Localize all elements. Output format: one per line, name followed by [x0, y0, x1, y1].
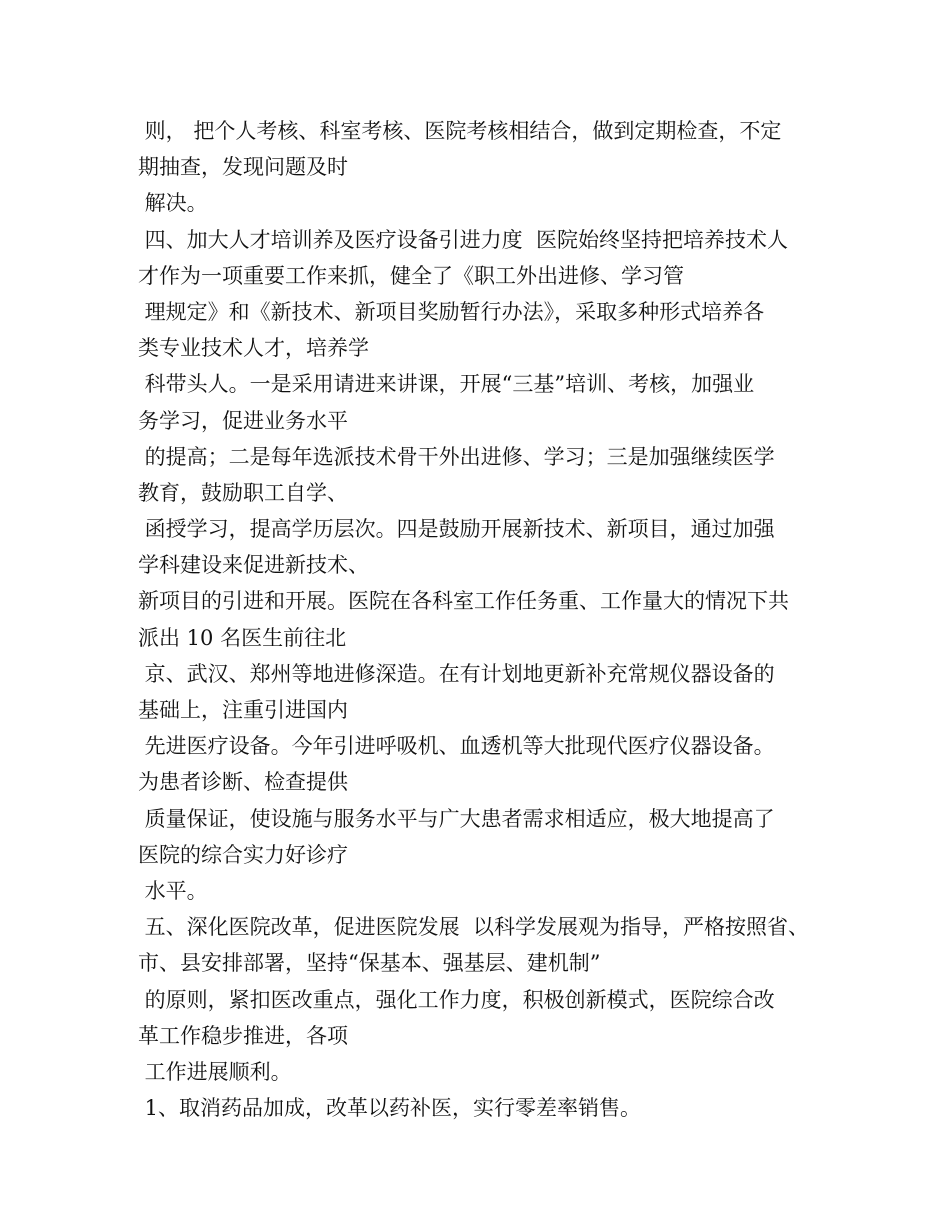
text-line: 学科建设来促进新技术、: [138, 553, 369, 578]
text-line: 质量保证，使设施与服务水平与广大患者需求相适应，极大地提高了: [138, 806, 775, 831]
text-line: 的原则，紧扣医改重点，强化工作力度，积极创新模式，医院综合改: [138, 987, 775, 1012]
text-line: 科带头人。一是采用请进来讲课，开展“三基”培训、考核，加强业: [138, 372, 755, 397]
text-line: 先进医疗设备。今年引进呼吸机、血透机等大批现代医疗仪器设备。: [138, 734, 775, 759]
text-line: 水平。: [138, 878, 208, 903]
text-line: 基础上，注重引进国内: [138, 698, 348, 722]
text-line: 革工作稳步推进，各项: [138, 1023, 348, 1048]
text-line: 理规定》和《新技术、新项目奖励暂行办法》，采取多种形式培养各: [138, 299, 765, 324]
text-line: 工作进展顺利。: [138, 1059, 292, 1084]
text-line: 医院的综合实力好诊疗: [138, 842, 348, 867]
document-body: [138, 113, 838, 1126]
text-line: 新项目的引进和开展。医院在各科室工作任务重、工作量大的情况下共: [138, 589, 789, 614]
text-line: 市、县安排部署，坚持“保基本、强基层、建机制”: [138, 951, 601, 976]
text-line: 的提高；二是每年选派技术骨干外出进修、学习；三是加强继续医学: [138, 444, 775, 469]
text-line: 才作为一项重要工作来抓，健全了《职工外出进修、学习管: [138, 263, 684, 288]
text-line: 京、武汉、郑州等地进修深造。在有计划地更新补充常规仪器设备的: [138, 661, 775, 686]
list-item-line: 1、取消药品加成，改革以药补医，实行零差率销售。: [138, 1096, 642, 1121]
section-heading-line: 五、深化医院改革，促进医院发展 以科学发展观为指导，严格按照省、: [138, 915, 810, 940]
text-line: 函授学习，提高学历层次。四是鼓励开展新技术、新项目，通过加强: [138, 517, 775, 542]
text-line: 解决。: [138, 191, 208, 216]
text-line: 派出 10 名医生前往北: [138, 625, 347, 650]
text-line: 则， 把个人考核、科室考核、医院考核相结合，做到定期检查，不定: [138, 119, 782, 143]
section-heading-line: 四、加大人才培训养及医疗设备引进力度 医院始终坚持把培养技术人: [138, 227, 789, 252]
text-line: 期抽查，发现问题及时: [138, 155, 348, 180]
text-line: 为患者诊断、检查提供: [138, 770, 348, 795]
text-line: 务学习，促进业务水平: [138, 408, 348, 433]
text-line: 类专业技术人才，培养学: [138, 336, 369, 361]
text-line: 教育，鼓励职工自学、: [138, 480, 348, 505]
